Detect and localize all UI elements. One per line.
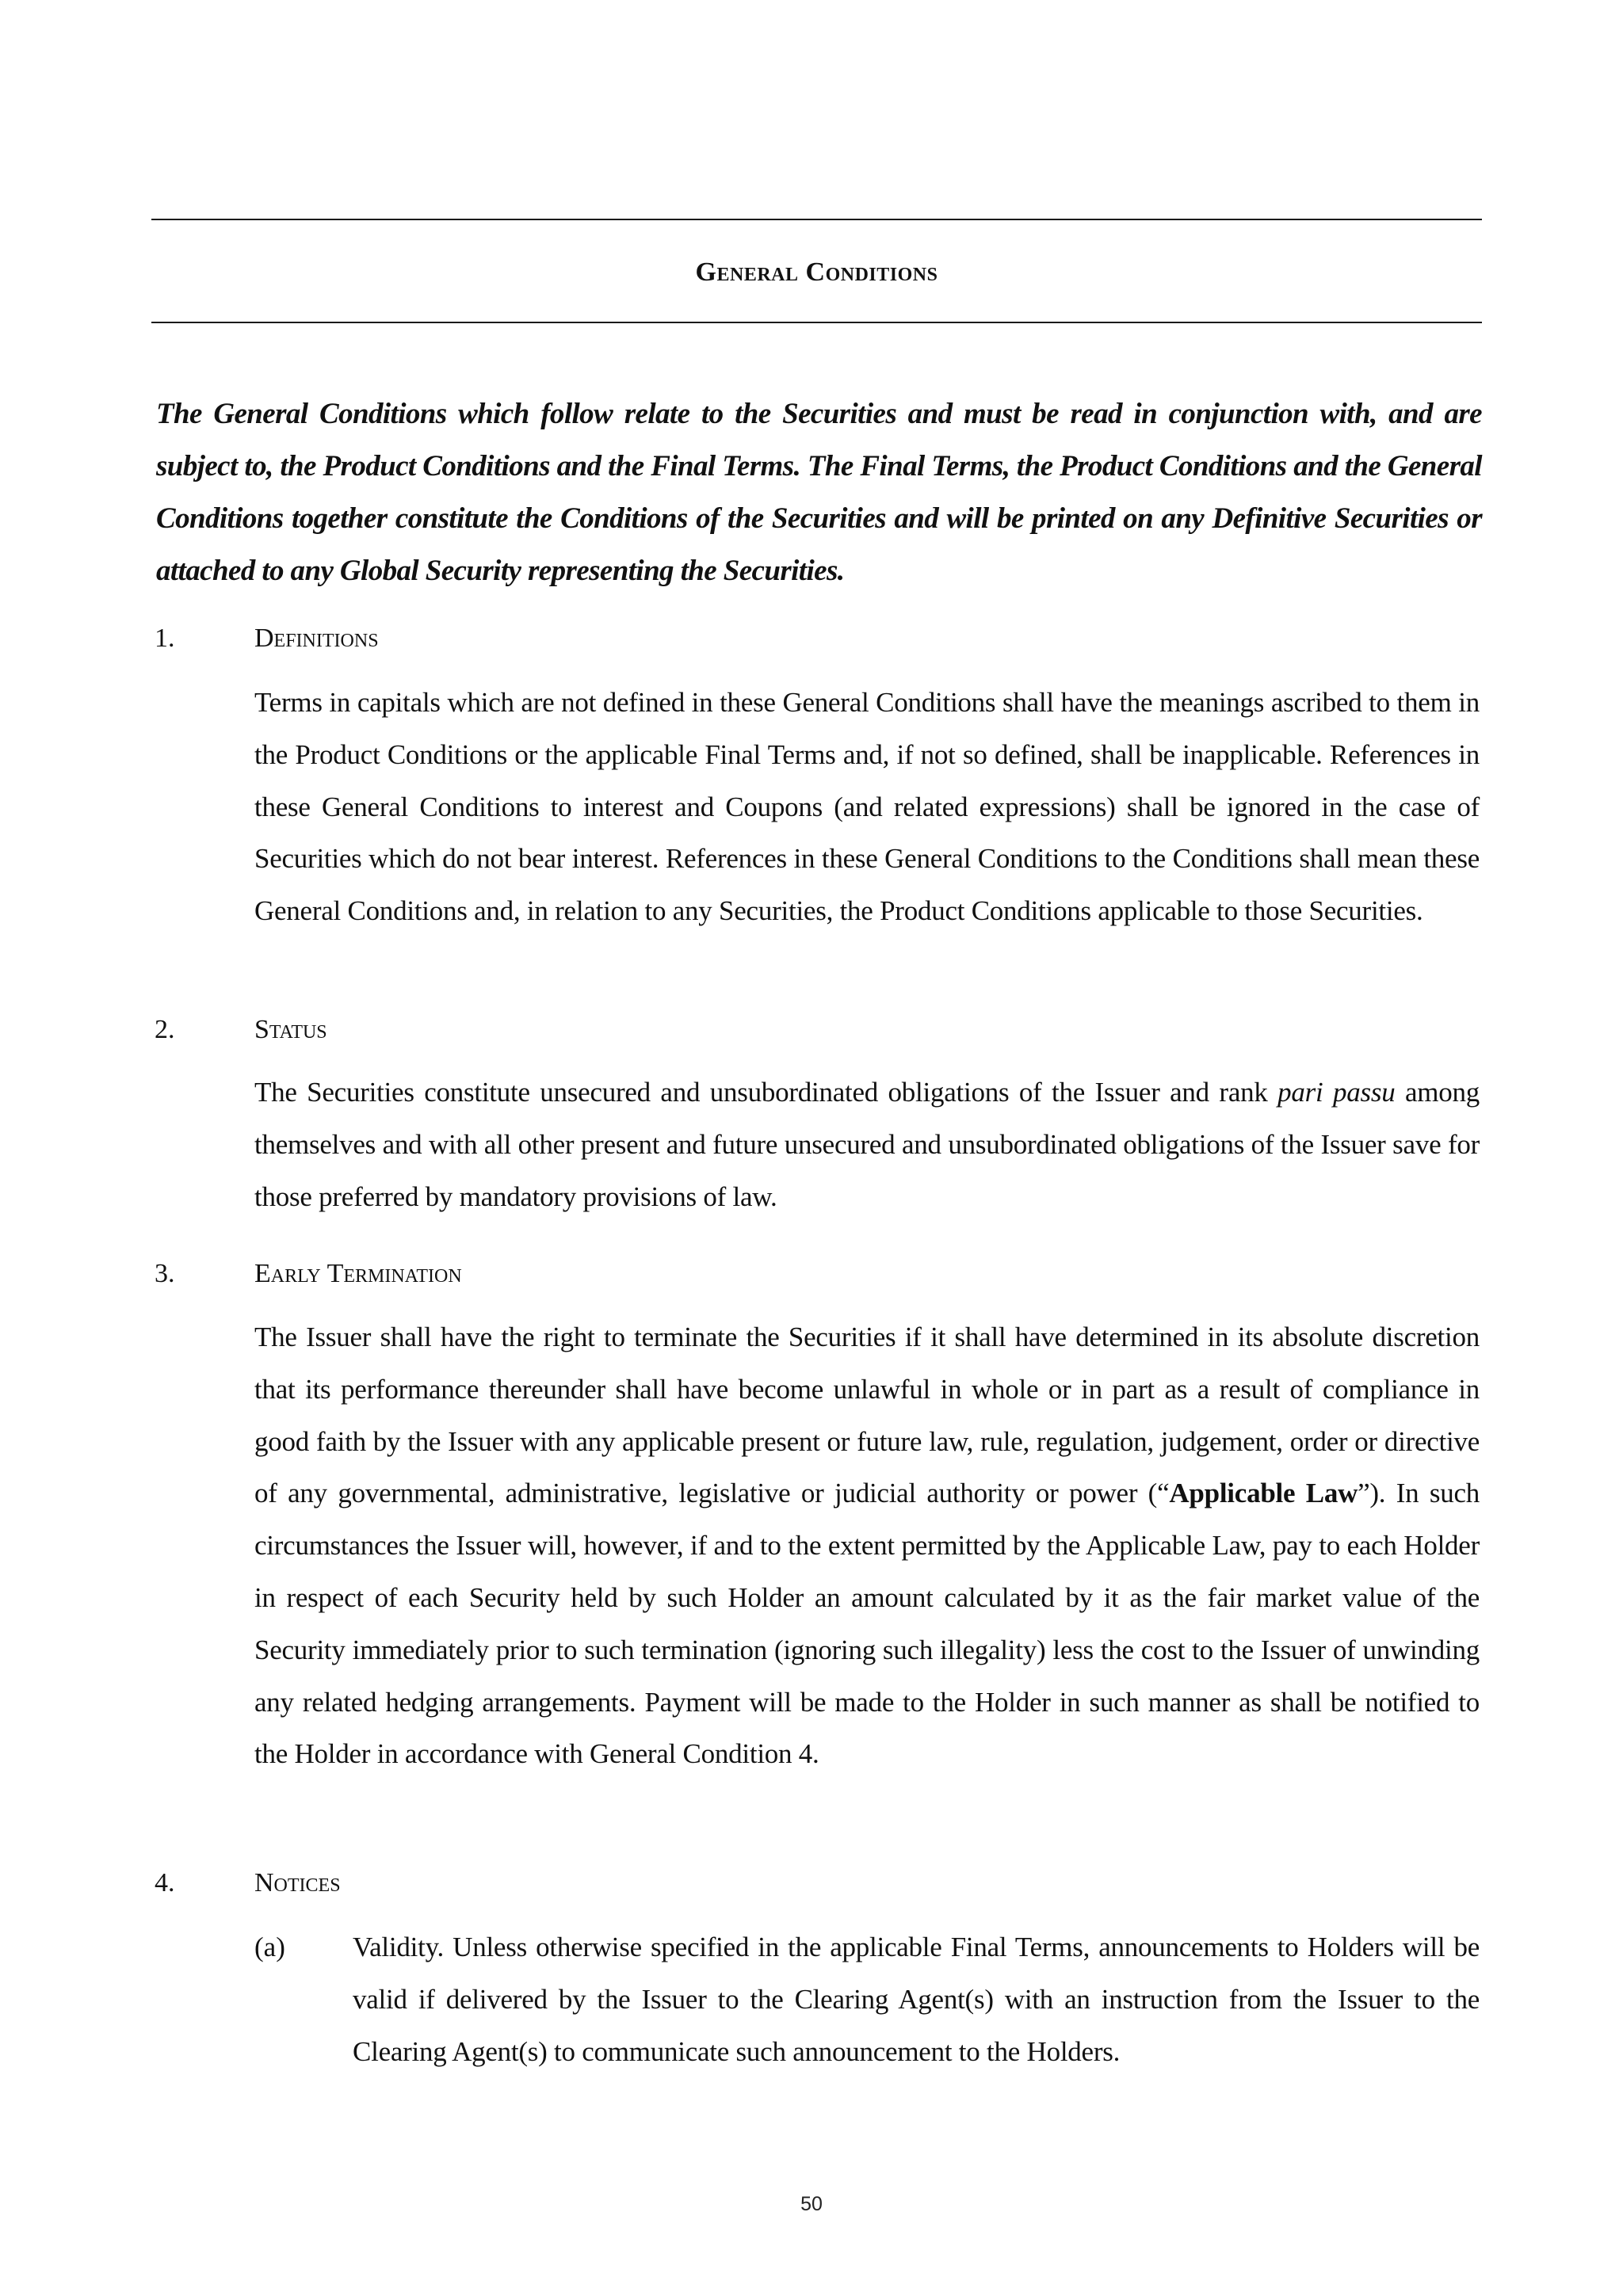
subsection-validity	[254, 1921, 1480, 2077]
bottom-rule	[151, 322, 1482, 323]
subsection-label: (a)	[254, 1932, 285, 1962]
subsection-text: Validity. Unless otherwise specified in the applicable Final Terms, announcements to Holders will be valid if delivered by the Issuer to the Clearing Agent(s) with an instruction from the Issuer to the Clearing Agent(s) to communicate such announcement to the Holders.	[353, 1932, 1480, 2067]
applicable-law-term: Applicable Law	[1169, 1478, 1358, 1509]
section-number: 2.	[155, 1015, 175, 1044]
section-title: Early Termination	[254, 1259, 462, 1288]
page-title: General Conditions	[695, 257, 938, 287]
top-rule	[151, 219, 1482, 220]
section-number: 4.	[155, 1868, 175, 1897]
termination-text-end: ”). In such circumstances the Issuer will, however, if and to the extent permitted by the Applicable Law, pay to each Holder in respect of each Security held by such Holder an amount calculated by it as the fair market value of the Security immediately prior to such termination (ignoring such illegality) less the cost to the Issuer of unwinding any related hedging arrangements. Payment will be made to the Holder in such manner as shall be notified to the Holder in accordance with General Condition 4.	[254, 1478, 1480, 1770]
section-title: Definitions	[254, 624, 379, 653]
section-number: 3.	[155, 1259, 175, 1288]
status-text-start: The Securities constitute unsecured and unsubordinated obligations of the Issuer and rank	[254, 1077, 1278, 1108]
section-body-status	[254, 1066, 1480, 1222]
page-number: 50	[800, 2193, 823, 2215]
section-body-early-termination	[254, 1311, 1480, 1780]
intro-paragraph: The General Conditions which follow relate to the Securities and must be read in conjunction with, and are subject to, the Product Conditions and the Final Terms. The Final Terms, the Product Conditions and the General Conditions together constitute the Conditions of the Securities and will be printed on any Definitive Securities or attached to any Global Security representing the Securities.	[156, 398, 1482, 587]
section-title: Notices	[254, 1868, 341, 1897]
termination-text-start: The Issuer shall have the right to terminate the Securities if it shall have determined in its absolute discretion that its performance thereunder shall have become unlawful in whole or in part as a result of compliance in good faith by the Issuer with any applicable present or future law, rule, regulation, judgement, order or directive of any governmental, administrative, legislative or judicial authority or power (“	[254, 1322, 1480, 1509]
section-number: 1.	[155, 624, 175, 653]
section-body-definitions: Terms in capitals which are not defined in these General Conditions shall have the meanings ascribed to them in the Product Conditions or the applicable Final Terms and, if not so defined, shall be inapplicable. References in these General Conditions to interest and Coupons (and related expressions) shall be ignored in the case of Securities which do not bear interest. References in these General Conditions to the Conditions shall mean these General Conditions and, in relation to any Securities, the Product Conditions applicable to those Securities.	[254, 687, 1480, 927]
status-text-end: among themselves and with all other present and future unsecured and unsubordinated obligations of the Issuer save for those preferred by mandatory provisions of law.	[254, 1077, 1480, 1212]
status-text-italic: pari passu	[1277, 1077, 1396, 1108]
section-title: Status	[254, 1015, 327, 1044]
